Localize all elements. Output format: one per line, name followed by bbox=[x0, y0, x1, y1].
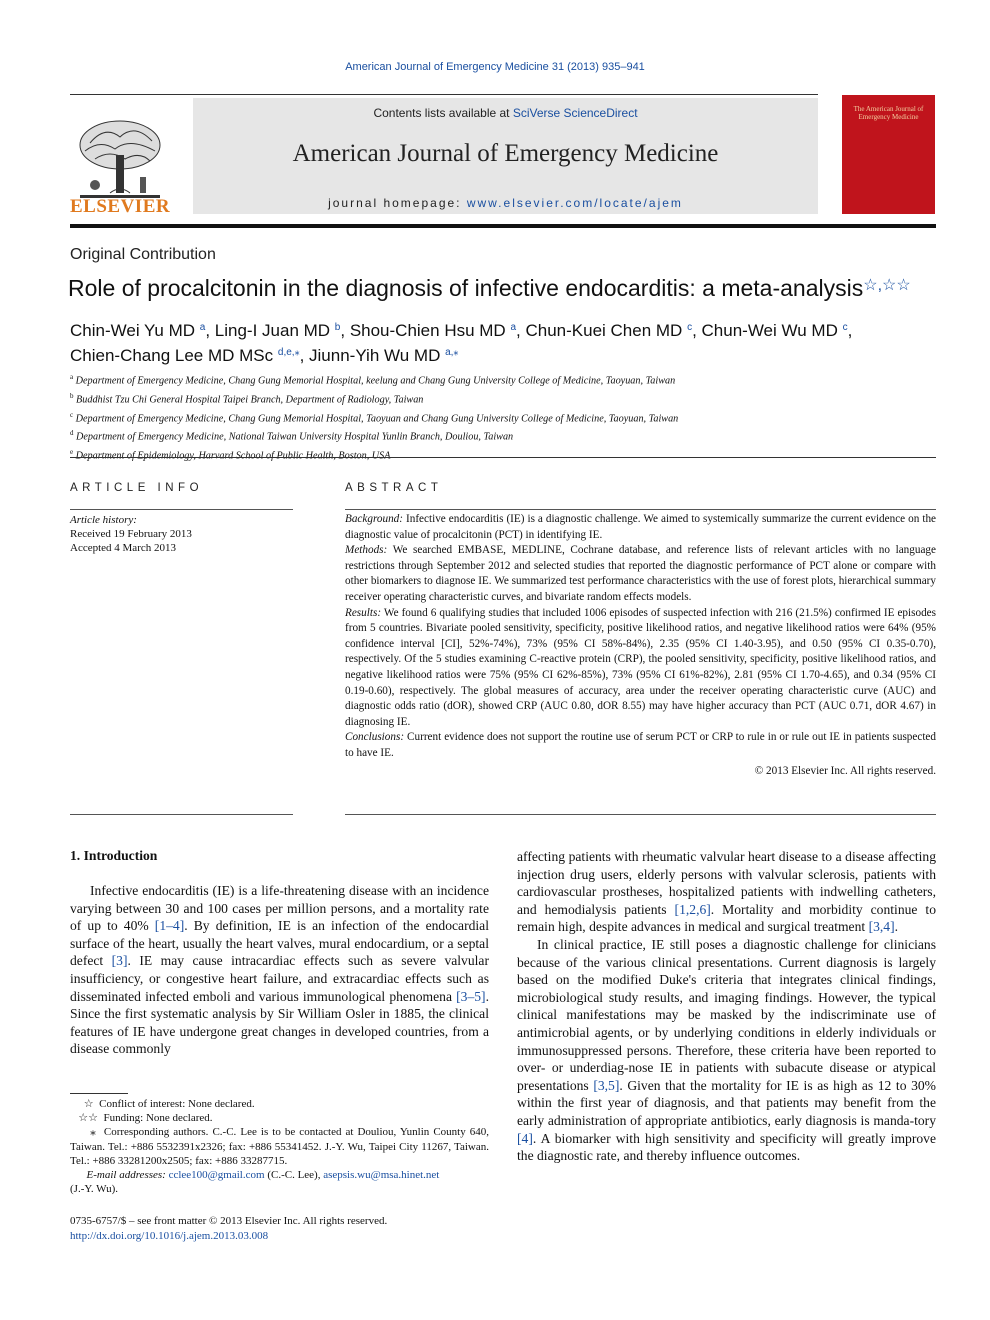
paper-title bbox=[68, 275, 911, 302]
paragraph-text: In clinical practice, IE still poses a diagnostic challenge for clinicians because of the various clinical presentations. Current diagnosis is largely based on the modified Duke's criteria that integrates clinical findings, microbiological study results, and imaging findings. However, the typical clinical manifestations may be masked by the indiscriminate use of antimicrobial agents, or by underlying conditions in elderly individuals or immunosuppressed persons. Therefore, these criteria have been reported to over- or underdiag-nose IE in patients with subacute disease or atypical presentations bbox=[517, 936, 936, 1093]
introduction-heading: 1. Introduction bbox=[70, 848, 158, 863]
author-separator: , bbox=[692, 321, 702, 340]
abstract-results: Results: We found 6 qualifying studies that included 1006 episodes of suspected infection with 216 (21.5%) confirmed IE episodes from 5 countries. Bivariate pooled sensitivity, specificity, positive likelihood ratios, and negative likelihood ratios were 64% (95% confidence interval [CI], 52%-74%), 73% (95% CI 58%-84%), 2.35 (95% CI 1.40-3.95), and 0.50 (95% CI 0.35-0.70), respectively. Of the 5 studies examining C-reactive protein (CRP), the pooled sensitivity, specificity, positive likelihood ratios, and negative likelihood ratios were 75% (95% CI 62%-85%), 73% (95% CI 61%-82%), 2.81 (95% CI 1.70-4.65), and 0.34 (95% CI 0.19-0.60), respectively. The global measures of accuracy, area under the receiver operating characteristic curve (AUC) and diagnostic odds ratio (dOR), showed CRP (AUC 0.80, dOR 8.55) may have higher accuracy than PCT (AUC 0.71, dOR 4.67) in diagnosing IE. bbox=[345, 606, 936, 728]
paragraph-text: . A biomarker with high sensitivity and specificity will greatly improve the diagnostic rate, and thereby influence outcomes. bbox=[517, 1130, 936, 1164]
paragraph-text: affecting patients with rheumatic valvular heart disease to a disease affecting injection drug users, elderly persons with valvular sclerosis, patients with cardiovascular prostheses, hospitalized patients with indwelling catheters, and hemodialysis patients bbox=[517, 849, 936, 917]
article-info-bottom-rule bbox=[70, 814, 293, 815]
author-name: Jiunn-Yih Wu MD bbox=[309, 346, 441, 365]
citation-reference-link[interactable]: [1,2,6] bbox=[674, 901, 711, 917]
citation-reference-link[interactable]: [3–5] bbox=[456, 988, 486, 1004]
citation-reference-link[interactable]: [3,5] bbox=[593, 1077, 620, 1093]
author-separator: , bbox=[340, 321, 350, 340]
homepage-link[interactable]: www.elsevier.com/locate/ajem bbox=[466, 196, 683, 210]
abstract-background: Background: Infective endocarditis (IE) is a diagnostic challenge. We aimed to systemically summarize the current evidence on the diagnostic value of procalcitonin (PCT) in identifying IE. bbox=[345, 513, 937, 541]
footnote-conflict: ☆ Conflict of interest: None declared. bbox=[83, 1098, 255, 1110]
citation-reference-link[interactable]: [3,4] bbox=[868, 919, 895, 935]
author-affiliation-mark[interactable]: d,e,⁎ bbox=[277, 347, 300, 358]
author-separator: , bbox=[299, 346, 310, 365]
issn-line: 0735-6757/$ – see front matter © 2013 Elsevier Inc. All rights reserved. bbox=[70, 1215, 388, 1227]
email-link-lee[interactable]: cclee100@gmail.com bbox=[168, 1169, 265, 1182]
abstract-copyright: © 2013 Elsevier Inc. All rights reserved. bbox=[754, 764, 936, 777]
author-name: Ling-I Juan MD bbox=[214, 321, 331, 340]
contents-line: Contents lists available at SciVerse ScienceDirect bbox=[373, 106, 638, 120]
homepage-line: journal homepage: www.elsevier.com/locate/ajem bbox=[328, 196, 683, 210]
abstract-methods: Methods: We searched EMBASE, MEDLINE, Cochrane database, and reference lists of relevant articles with no language restrictions through September 2012 and selected studies that reported the diagnostic performance of PCT alone or compare with other biomarkers to diagnose IE. We summarized test performance characteristics with the use of forest plots, hierarchical summary receiver operating characteristic curves, and bivariate random effects models. bbox=[345, 544, 936, 603]
affiliation-item: e bbox=[70, 448, 74, 457]
abstract-body bbox=[345, 512, 936, 779]
abstract-conclusions: Conclusions: Current evidence does not support the routine use of serum PCT or CRP to rule in or rule out IE in patients suspected to have IE. bbox=[345, 731, 936, 759]
affiliation-item: $^b$ Buddhist Tzu Chi General Hospital Taipei Branch, Department of Radiology, Taiwan bbox=[70, 391, 424, 406]
cover-title: The American Journal of Emergency Medicine bbox=[853, 105, 924, 121]
citation-reference-link[interactable]: [4] bbox=[517, 1130, 533, 1146]
header-thick-rule bbox=[70, 224, 936, 228]
author-separator: , bbox=[847, 321, 853, 340]
affiliation-item: $^c$ Department of Emergency Medicine, Chang Gung Memorial Hospital, Taoyuan and Chang Gung University College of Medicine, Taoyuan, Taiwan bbox=[70, 410, 679, 424]
header-rule bbox=[70, 94, 818, 95]
citation-reference-link[interactable]: [1–4] bbox=[154, 918, 185, 934]
author-name: Chun-Kuei Chen MD bbox=[525, 321, 683, 340]
paragraph-text: . IE may cause intracardiac effects such as severe valvular insufficiency, or congestive heart failure, and extracardiac effects such as disseminated infected emboli and various immunological phenomena bbox=[70, 953, 489, 1004]
author-list bbox=[70, 317, 940, 367]
bottom-publication-info bbox=[70, 1214, 387, 1243]
received-date: Received 19 February 2013 bbox=[70, 528, 192, 541]
affiliation-item: $^d$ Department of Emergency Medicine, National Taiwan University Hospital Yunlin Branch, Douliou, Taiwan bbox=[70, 429, 514, 443]
journal-title: American Journal of Emergency Medicine bbox=[292, 140, 719, 167]
author-name: Chien-Chang Lee MD MSc bbox=[70, 346, 274, 365]
sciencedirect-link[interactable]: SciVerse ScienceDirect bbox=[512, 106, 638, 120]
affiliation-rule bbox=[70, 457, 936, 458]
footnote-funding: ☆☆ Funding: None declared. bbox=[78, 1112, 213, 1125]
author-affiliation-mark[interactable]: c bbox=[687, 322, 693, 333]
body-paragraph bbox=[517, 848, 936, 936]
author-name: Chin-Wei Yu MD bbox=[70, 321, 196, 340]
author-separator: , bbox=[516, 321, 526, 340]
author-affiliation-mark[interactable]: b bbox=[334, 322, 341, 333]
article-history bbox=[70, 513, 293, 556]
paragraph-text: . By definition, IE is an infection of the endocardial surface of the heart, usually the heart valves, mural endocardium, or a septal defect bbox=[70, 918, 489, 969]
title-text: Role of procalcitonin in the diagnosis of infective endocarditis: a meta-analysis bbox=[68, 275, 864, 301]
author-affiliation-mark[interactable]: a,⁎ bbox=[445, 347, 459, 358]
email-link-wu[interactable]: asepsis.wu@msa.hinet.net bbox=[323, 1169, 440, 1182]
footnote-emails: E-mail addresses: cclee100@gmail.com (C.-C. Lee), asepsis.wu@msa.hinet.net (J.-Y. Wu). bbox=[70, 1169, 440, 1196]
body-right-column bbox=[517, 848, 936, 1165]
paragraph-text: . Given that the mortality for IE is as high as 12 to 30% within the first year of diagnosis, and that patients may benefit from the early administration of appropriate antibiotics, early diagnosis is manda-tory bbox=[517, 1077, 936, 1128]
author-name: Shou-Chien Hsu MD bbox=[349, 321, 506, 340]
paragraph-text: . Since the first systematic analysis by Sir William Osler in 1885, the clinical features of IE have undergone great changes in developed countries, from a disease commonly bbox=[70, 988, 489, 1057]
journal-citation[interactable]: American Journal of Emergency Medicine 31 (2013) 935–941 bbox=[345, 61, 645, 73]
citation-reference-link[interactable]: [3] bbox=[111, 953, 128, 969]
title-footnote-marks[interactable]: ☆,☆☆ bbox=[863, 277, 911, 294]
abstract-bottom-rule bbox=[345, 814, 936, 815]
body-left-column bbox=[70, 882, 489, 1058]
footnote-rule bbox=[70, 1093, 128, 1094]
abstract-heading: ABSTRACT bbox=[345, 482, 443, 494]
abstract-rule bbox=[345, 509, 936, 510]
author-affiliation-mark[interactable]: c bbox=[842, 322, 848, 333]
paragraph-text: . bbox=[894, 919, 899, 935]
journal-cover-thumbnail[interactable] bbox=[842, 95, 935, 214]
author-affiliation-mark[interactable]: a bbox=[199, 322, 206, 333]
accepted-date: Accepted 4 March 2013 bbox=[70, 542, 176, 555]
article-section-label: Original Contribution bbox=[70, 246, 216, 263]
history-label: Article history: bbox=[70, 514, 137, 526]
body-paragraph bbox=[517, 936, 936, 1165]
author-affiliation-mark[interactable]: a bbox=[510, 322, 517, 333]
affiliation-item: $^a$ Department of Emergency Medicine, Chang Gung Memorial Hospital, keelung and Chang Gung University College of Medicine, Taoyuan, Taiwan bbox=[70, 373, 676, 387]
paragraph-text: . Mortality and morbidity continue to remain high, despite advances in medical and surgical treatment bbox=[517, 901, 936, 935]
article-info-heading: ARTICLE INFO bbox=[70, 482, 204, 494]
author-separator: , bbox=[205, 321, 215, 340]
author-name: Chun-Wei Wu MD bbox=[701, 321, 838, 340]
publisher-wordmark: ELSEVIER bbox=[70, 196, 171, 217]
footnote-corresponding: ⁎ Corresponding authors. C.-C. Lee is to be contacted at Douliou, Yunlin County 640, Taiwan. Tel.: +886 5532391x2326; fax: +886 55341452. J.-Y. Wu, Taipei City 11267, Taiwan. Tel.: +886 33281200x2505; fax: +886 33287715. bbox=[70, 1126, 490, 1167]
doi-link[interactable]: http://dx.doi.org/10.1016/j.ajem.2013.03.008 bbox=[70, 1229, 269, 1242]
affiliation-list bbox=[70, 370, 940, 464]
paragraph-text: Infective endocarditis (IE) is a life-threatening disease with an incidence varying between 30 and 100 cases per million persons, and a mortality rate of up to 40% bbox=[70, 883, 489, 934]
footnotes bbox=[70, 1097, 489, 1196]
article-info-rule bbox=[70, 509, 293, 510]
body-paragraph bbox=[70, 882, 489, 1058]
